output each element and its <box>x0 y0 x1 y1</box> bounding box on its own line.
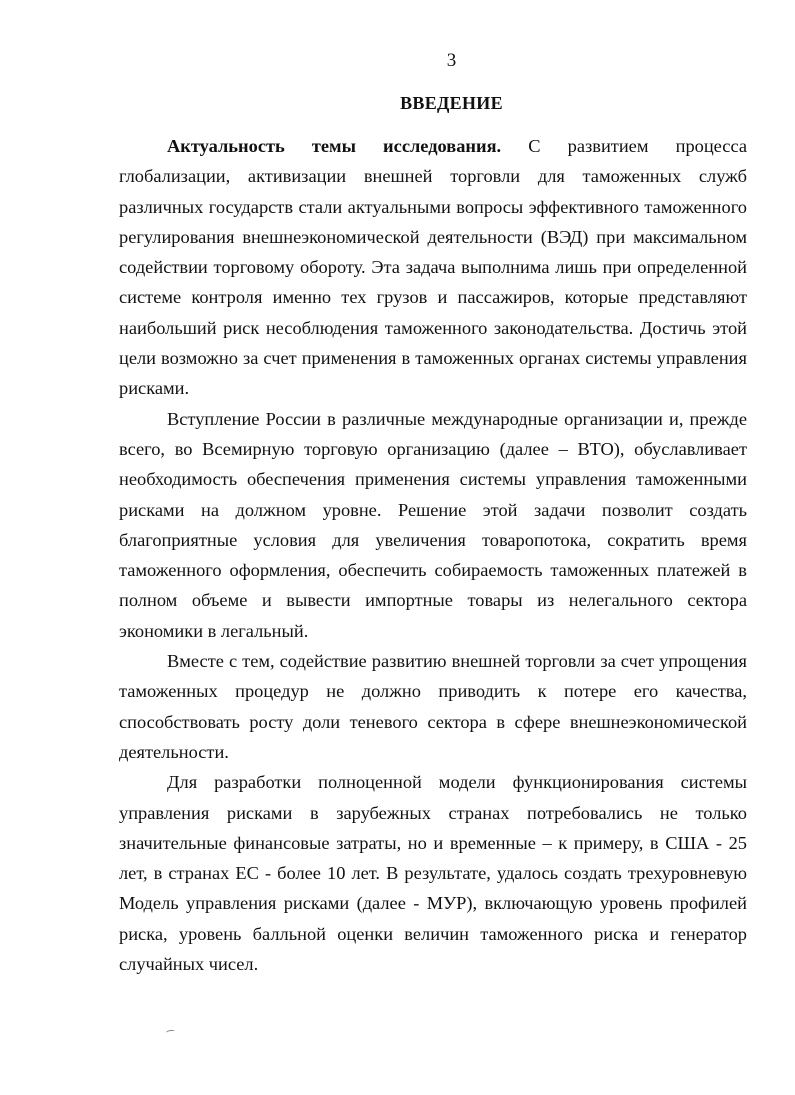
page-number: 3 <box>446 50 457 71</box>
paragraph-foreign-experience: Для разработки полноценной модели функционирования системы управления рисками в зарубежных странах потребовались не только значительные финансовые затраты, но и временные – к примеру, в США - 25 лет, в странах ЕС - более 10 лет. В результате, удалось создать трехуровневую Модель управления рисками (далее - МУР), включающую уровень профилей риска, уровень балльной оценки величин таможенного риска и генератор случайных чисел. <box>119 772 747 975</box>
paragraph-lead: Актуальность темы исследования. <box>167 136 502 156</box>
body-text <box>119 131 747 979</box>
paragraph-text: С развитием процесса глобализации, активизации внешней торговли для таможенных служб различных государств стали актуальными вопросы эффективного таможенного регулирования внешнеэкономической деятельности (ВЭД) при максимальном содействии торговому обороту. Эта задача выполнима лишь при определенной системе контроля именно тех грузов и пассажиров, которые представляют наибольший риск несоблюдения таможенного законодательства. Достичь этой цели возможно за счет применения в таможенных органах системы управления рисками. <box>119 136 748 399</box>
paragraph-wto: Вступление России в различные международные организации и, прежде всего, во Всемирную торговую организацию (далее – ВТО), обуславливает необходимость обеспечения применения системы управления таможенными рисками на должном уровне. Решение этой задачи позволит создать благоприятные условия для увеличения товаропотока, сократить время таможенного оформления, обеспечить собираемость таможенных платежей в полном объеме и вывести импортные товары из нелегального сектора экономики в легальный. <box>119 408 747 641</box>
paragraph-simplification: Вместе с тем, содействие развитию внешней торговли за счет упрощения таможенных процедур не должно приводить к потере его качества, способствовать росту доли теневого сектора в сфере внешнеэкономической деятельности. <box>119 651 747 762</box>
scan-artifact-mark <box>166 1029 176 1035</box>
section-heading: ВВЕДЕНИЕ <box>400 93 503 113</box>
paragraph-relevance <box>119 131 747 404</box>
